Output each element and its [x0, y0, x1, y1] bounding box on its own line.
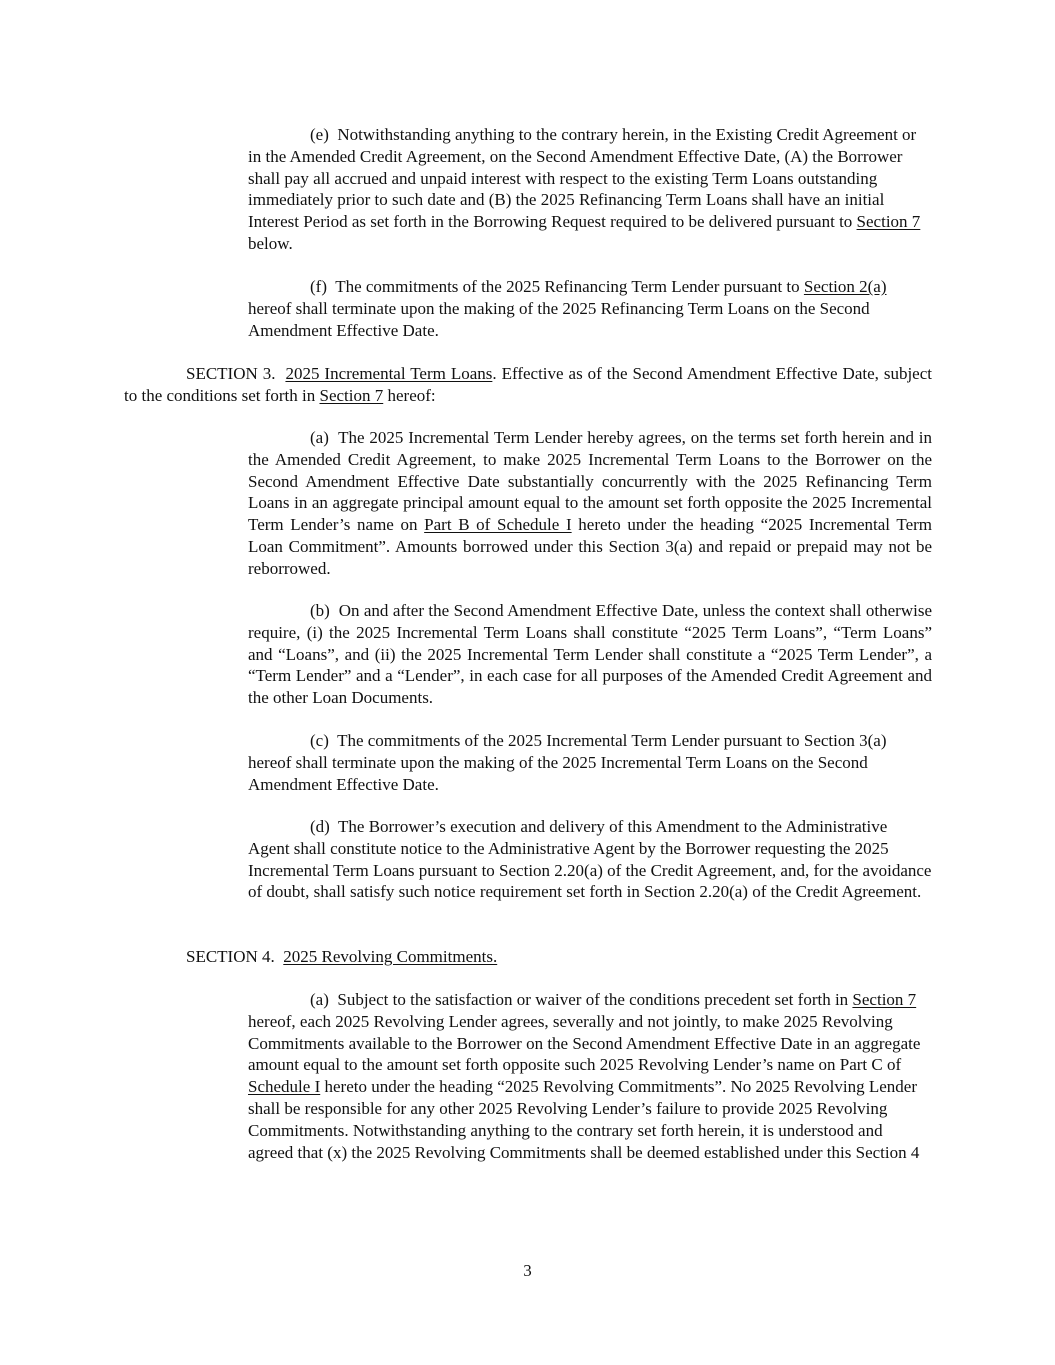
paragraph-text: The 2025 Incremental Term Lender hereby agrees, on the terms set forth herein and in the Amended Credit Agreement, to make 2025 Incremental Term Loans to the Borrower on the Second Amendment Effective Date substantially concurrently with the 2025 Refinancing Term Loans in an aggregate principal amount equal to the amount set forth opposite the 2025 Incremental Term Lender’s name on [248, 428, 932, 535]
section-text: . Effective as of the Second Amendment Effective Date, subject to the conditions set forth in [124, 364, 932, 405]
paragraph-3c [248, 730, 932, 795]
paragraph-label: (e) [310, 125, 329, 144]
cross-reference-link: Part B of Schedule I [424, 515, 572, 535]
page-number: 3 [523, 1261, 532, 1280]
cross-reference-link: Section 7 [852, 990, 917, 1009]
cross-reference-link: Section 7 [319, 385, 384, 405]
section-title: 2025 Incremental Term Loans [285, 364, 493, 383]
section-label: SECTION 3. [186, 364, 276, 383]
cross-reference-link: Schedule I [248, 1077, 321, 1097]
paragraph-2e [248, 124, 932, 255]
section-text: hereof: [383, 385, 436, 405]
paragraph-text: below. [248, 233, 293, 253]
paragraph-text: Notwithstanding anything to the contrary herein, in the Existing Credit Agreement or in the Amended Credit Agreement, on the Second Amendment Effective Date, (A) the Borrower shall pay all accrued and unpaid interest with respect to the existing Term Loans outstanding immediately prior to such date and (B) the 2025 Refinancing Term Loans shall have an initial Interest Period as set forth in the Borrowing Request required to be delivered pursuant to [248, 125, 917, 232]
paragraph-label: (b) [310, 601, 330, 620]
paragraph-3b [248, 600, 932, 709]
paragraph-text: Subject to the satisfaction or waiver of the conditions precedent set forth in [337, 990, 853, 1009]
paragraph-text: hereto under the heading “2025 Revolving Commitments”. No 2025 Revolving Lender shall be responsible for any other 2025 Revolving Lender’s failure to provide 2025 Revolving Commitments. Notwithstanding anything to the contrary set forth herein, it is understood and agreed that (x) the 2025 Revolving Commitments shall be deemed established under this Section 4 [248, 1077, 920, 1162]
paragraph-text: The Borrower’s execution and delivery of this Amendment to the Administrative Agent shall constitute notice to the Administrative Agent by the Borrower requesting the 2025 Incremental Term Loans pursuant to Section 2.20(a) of the Credit Agreement, and, for the avoidance of doubt, shall satisfy such notice requirement set forth in Section 2.20(a) of the Credit Agreement. [248, 817, 932, 902]
section-3 [124, 363, 932, 407]
paragraph-2f [248, 276, 932, 341]
paragraph-text: The commitments of the 2025 Incremental Term Lender pursuant to Section 3(a) hereof shall terminate upon the making of the 2025 Incremental Term Loans on the Second Amendment Effective Date. [248, 731, 887, 794]
paragraph-label: (f) [310, 277, 327, 296]
paragraph-text: hereto under the heading “2025 Incremental Term Loan Commitment”. Amounts borrowed under this Section 3(a) and repaid or prepaid may not be reborrowed. [248, 515, 932, 578]
paragraph-text: On and after the Second Amendment Effective Date, unless the context shall otherwise require, (i) the 2025 Incremental Term Loans shall constitute “2025 Term Loans”, “Term Loans” and “Loans”, and (ii) the 2025 Incremental Term Lender shall constitute a “2025 Term Lender”, a “Term Lender” and a “Lender”, in each case for all purposes of the Amended Credit Agreement and the other Loan Documents. [248, 601, 933, 708]
paragraph-label: (a) [310, 428, 329, 447]
cross-reference-link: Section 2(a) [803, 277, 887, 296]
paragraph-3a [248, 427, 932, 580]
paragraph-label: (d) [310, 817, 330, 836]
paragraph-text: The commitments of the 2025 Refinancing Term Lender pursuant to [335, 277, 804, 296]
paragraph-label: (c) [310, 731, 329, 750]
section-4 [124, 946, 932, 968]
paragraph-text: hereof, each 2025 Revolving Lender agrees, severally and not jointly, to make 2025 Revolving Commitments available to the Borrower on the Second Amendment Effective Date in an aggregate amount equal to the amount set forth opposite such 2025 Revolving Lender’s name on Part C of [248, 1011, 921, 1075]
paragraph-text: hereof shall terminate upon the making of the 2025 Refinancing Term Loans on the Second Amendment Effective Date. [248, 298, 870, 340]
section-title: 2025 Revolving Commitments. [283, 947, 498, 966]
paragraph-label: (a) [310, 990, 329, 1009]
paragraph-3d [248, 816, 932, 903]
paragraph-4a [248, 989, 932, 1163]
cross-reference-link: Section 7 [856, 212, 921, 232]
section-label: SECTION 4. [186, 947, 275, 966]
